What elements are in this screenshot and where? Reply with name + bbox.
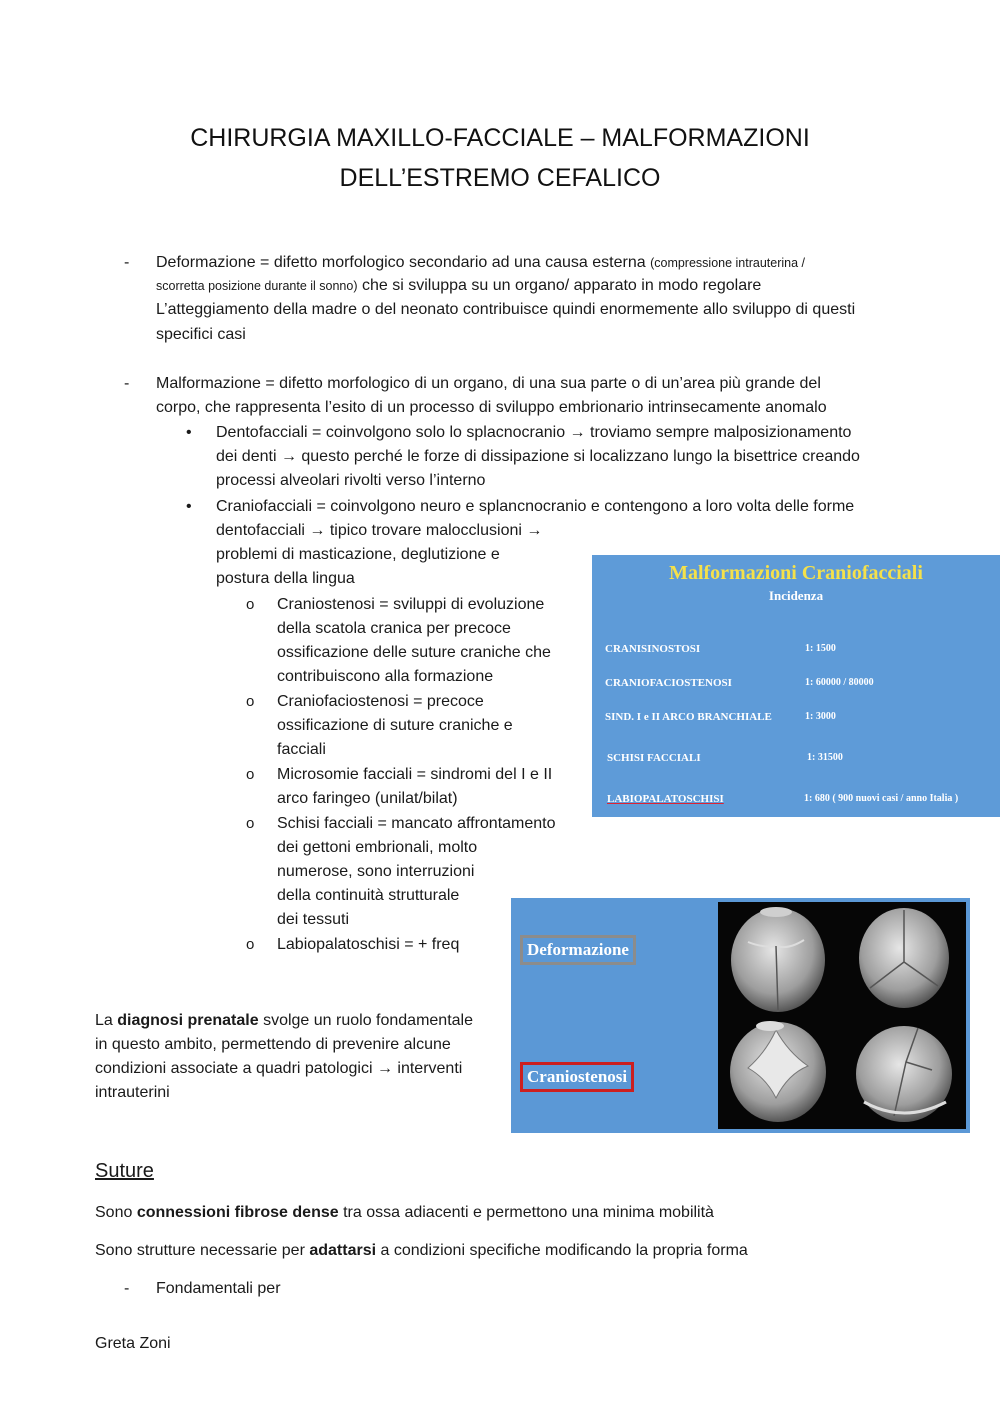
- incidence-row-name: LABIOPALATOSCHISI: [607, 793, 724, 805]
- incidence-row-name: CRANISINOSTOSI: [605, 643, 701, 655]
- incidence-slide-subtitle: Incidenza: [768, 588, 824, 603]
- labiopalato-marker: o: [246, 936, 255, 953]
- suture-heading: Suture: [95, 1160, 154, 1182]
- page-title-line2: DELL’ESTREMO CEFALICO: [339, 164, 661, 192]
- incidence-slide-title: Malformazioni Craniofacciali: [669, 562, 923, 584]
- deformazione-line4: specifici casi: [156, 326, 246, 343]
- dentofacciali-bullet: •: [186, 424, 192, 441]
- malformazione-line1: Malformazione = difetto morfologico di un organo, di una sua parte o di un’area più grande del: [156, 375, 821, 392]
- craniostenosi-line3: ossificazione delle suture craniche che: [277, 644, 551, 661]
- microsomie-line2: arco faringeo (unilat/bilat): [277, 790, 458, 807]
- dentofacciali-line1: Dentofacciali = coinvolgono solo lo splacnocranio → troviamo sempre malposizionamento: [216, 424, 852, 441]
- deformazione-marker: -: [124, 254, 130, 271]
- incidence-slide: [592, 555, 1000, 817]
- schisi-line5: dei tessuti: [277, 911, 350, 928]
- diagnosi-line3: condizioni associate a quadri patologici → interventi: [95, 1060, 463, 1077]
- craniostenosi-line2: della scatola cranica per precoce: [277, 620, 511, 637]
- incidence-row-value: 1: 3000: [805, 711, 836, 722]
- suture-paragraph-2: Sono strutture necessarie per adattarsi a condizioni specifiche modificando la propria forma: [95, 1242, 748, 1259]
- dentofacciali-line3: processi alveolari rivolti verso l’interno: [216, 472, 486, 489]
- schisi-line4: della continuità strutturale: [277, 887, 460, 904]
- microsomie-line1: Microsomie facciali = sindromi del I e II: [277, 766, 553, 783]
- deformazione-line3: L’atteggiamento della madre o del neonato contribuisce quindi enormemente allo sviluppo di questi: [156, 301, 856, 318]
- skull-deformazione-1: [731, 907, 825, 1012]
- deformazione-line1: Deformazione = difetto morfologico secondario ad una causa esterna (compressione intrauterina /: [156, 254, 806, 271]
- craniofaciostenosi-line3: facciali: [277, 741, 326, 758]
- deformazione-line2: scorretta posizione durante il sonno) che si sviluppa su un organo/ apparato in modo regolare: [156, 277, 762, 294]
- skull-deformazione-2: [859, 908, 949, 1008]
- craniofaciostenosi-marker: o: [246, 693, 255, 710]
- skull-craniostenosi-2: [856, 1026, 952, 1122]
- skull-image-panel: [718, 902, 966, 1129]
- craniofacciali-line4: postura della lingua: [216, 570, 355, 587]
- schisi-line1: Schisi facciali = mancato affrontamento: [277, 815, 556, 832]
- skull-craniostenosi-1: [730, 1021, 826, 1122]
- suture-paragraph-1: Sono connessioni fibrose dense tra ossa adiacenti e permettono una minima mobilità: [95, 1204, 714, 1221]
- page-title-line1: CHIRURGIA MAXILLO-FACCIALE – MALFORMAZIONI: [190, 124, 810, 152]
- incidence-row-value: 1: 1500: [805, 643, 836, 654]
- microsomie-marker: o: [246, 766, 255, 783]
- craniofacciali-line3: problemi di masticazione, deglutizione e: [216, 546, 500, 563]
- craniofacciali-bullet: •: [186, 498, 192, 515]
- diagnosi-line2: in questo ambito, permettendo di prevenire alcune: [95, 1036, 451, 1053]
- craniofacciali-line2: dentofacciali → tipico trovare malocclusioni →: [216, 522, 543, 539]
- skull-comparison-slide: [511, 898, 970, 1133]
- incidence-row-name: CRANIOFACIOSTENOSI: [605, 677, 732, 689]
- malformazione-marker: -: [124, 375, 130, 392]
- suture-item: Fondamentali per: [156, 1280, 281, 1297]
- suture-item-marker: -: [124, 1280, 130, 1297]
- incidence-row-value: 1: 680 ( 900 nuovi casi / anno Italia ): [804, 793, 959, 804]
- craniostenosi-marker: o: [246, 596, 255, 613]
- schisi-line2: dei gettoni embrionali, molto: [277, 839, 478, 856]
- schisi-marker: o: [246, 815, 255, 832]
- craniofaciostenosi-line1: Craniofaciostenosi = precoce: [277, 693, 484, 710]
- craniostenosi-line4: contribuiscono alla formazione: [277, 668, 494, 685]
- labiopalato-line1: Labiopalatoschisi = + freq: [277, 936, 460, 953]
- dentofacciali-line2: dei denti → questo perché le forze di dissipazione si localizzano lungo la bisettrice creando: [216, 448, 860, 465]
- incidence-row-value: 1: 31500: [807, 752, 843, 763]
- craniostenosi-line1: Craniostenosi = sviluppi di evoluzione: [277, 596, 545, 613]
- diagnosi-line1: La diagnosi prenatale svolge un ruolo fondamentale: [95, 1012, 473, 1029]
- skull-images: [718, 902, 966, 1129]
- craniostenosi-label: Craniostenosi: [520, 1062, 634, 1092]
- diagnosi-line4: intrauterini: [95, 1084, 170, 1101]
- malformazione-line2: corpo, che rappresenta l’esito di un processo di sviluppo embrionario intrinsecamente anomalo: [156, 399, 827, 416]
- craniofaciostenosi-line2: ossificazione di suture craniche e: [277, 717, 513, 734]
- footer-author: Greta Zoni: [95, 1335, 171, 1352]
- craniofacciali-line1: Craniofacciali = coinvolgono neuro e splancnocranio e contengono a loro volta delle forme: [216, 498, 855, 515]
- incidence-row-name: SCHISI FACCIALI: [607, 752, 701, 764]
- incidence-row-value: 1: 60000 / 80000: [805, 677, 874, 688]
- schisi-line3: numerose, sono interruzioni: [277, 863, 475, 880]
- deformazione-label: Deformazione: [520, 935, 636, 965]
- incidence-row-name: SIND. I e II ARCO BRANCHIALE: [605, 711, 772, 723]
